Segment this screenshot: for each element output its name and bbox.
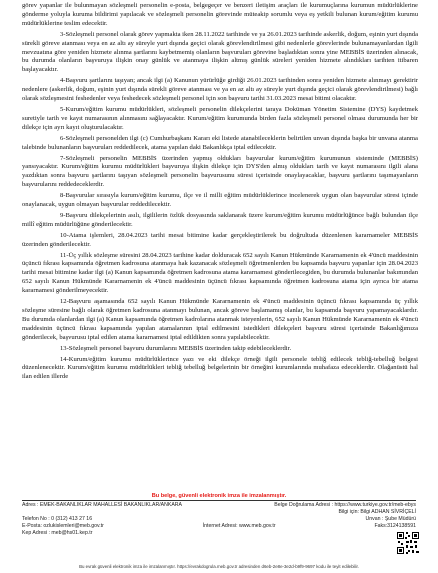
document-footer	[22, 502, 416, 537]
kep-address-text: Kep Adresi : meb@hs01.kep.tr	[22, 530, 93, 536]
email-link[interactable]: E-Posta: ozlukislemleri@meb.gov.tr	[22, 523, 104, 529]
paragraph: görev yapanlar ile bulunmayan sözleşmeli personelin e-posta, belgegeçer ve benzeri iletişim araçları ile kurumuçlarına kurumun müdürlüklerine gönderme yoluyla kuruma bildirimi yapılacak ve sözleşmeli personelin görevinde müteakip sorumlu veya eş yetkili bulunan kurum/eğitim kurumu müdürlüklerine teslim edecektir.	[22, 2, 418, 27]
document-body	[22, 2, 418, 384]
fax-text: Faks:3124138591	[374, 523, 416, 529]
signature-note: Bu belge, güvenli elektronik imza ile imzalanmıştır.	[151, 493, 287, 499]
paragraph: 14-Kurum/eğitim kurumu müdürlüklerince yazı ve eki dilekçe örneği ilgili personele tebliğ edilecek tebliğ-tebelluğ belgesi düzenlenecektir. Kurum/eğitim kurumu müdürlükleri tebliğ tebelluğ belgelerinin bir örneğini kurumlarında muhafaza edeceklerdir. Olağanüstü hal ilan edilen illerde	[22, 355, 418, 381]
address-text: Adres : EMEK-BAKANLIKLAR MAHALLESİ BAKANLIKLAR/ANKARA	[22, 502, 183, 508]
paragraph: 6-Sözleşmeli personelden ilgi (c) Cumhurbaşkanı Kararı eki listede atanabileceklerin belirtilen unvan dışında başka bir unvana atanma talebinde bulunanların başvuruları reddedilecek, atama yapılan daki Bakanlıkça iptal edilecektir.	[22, 134, 418, 151]
footer-row	[22, 530, 416, 537]
paragraph: 3-Sözleşmeli personel olarak görev yapmakta iken 28.11.2022 tarihinde ve ya 26.01.2023 tarihinde askerlik, doğum, eşinin yurt dışında sürekli göreve atanması veya en az altı ay süreyle yurt dışında geçici olarak görevlendirilmesi gibi nedenlerle görevlerinde bulunamayanlardan ilgili mevzuatına göre yeniden hizmete alınma şartlarını kaybetmemiş olanların başvuruları görevine başladıktan sonra yine MEBBİS üzerinden alınacak, bu durumda olanların başvuruya ilişkin onay günlük ve atanmaya ilişkin altmış günlük süreleri yeniden hizmete alındıkları tarihten itibaren başlayacaktır.	[22, 30, 418, 74]
footer-divider	[22, 500, 416, 501]
paragraph: 9-Başvuru dilekçelerinin asılı, ilgililerin özlük dosyasında saklanarak üzere kurum/eğitim kurumu müdürlüğünce bağlı bulundan ilçe millî eğitim müdürlüğüne gönderilecektir.	[22, 211, 418, 228]
paragraph: 10-Atama işlemleri, 28.04.2023 tarihi mesai bitimine kadar gerçekleştirilerek bu doğrultuda düzenlenen kararnameler MEBBİS üzerinden gönderilecektir.	[22, 231, 418, 248]
paragraph: 13-Sözleşmeli personel başvuru durumlarını MEBBİS üzerinden takip edebileceklerdir.	[60, 344, 292, 352]
paragraph: 5-Kurum/eğitim kurumu müdürlükleri, sözleşmeli personelin dilekçelerini taraya Doküman Yönetim Sistemine (DYS) kaydetmek suretiyle tarih ve kayıt numarasının alınmasını sağlayacaktır. Kurum/eğitim kurumunda birden fazla sözleşmeli personel olması durumunda her bir dilekçe için ayrı kayıt oluşturulacaktır.	[22, 105, 418, 131]
verification-line: Bu evrak güvenli elektronik imza ile imzalanmıştır. https://evrakdogrula.meb.gov.tr adresinden d6eb-2e8e-3e2d-b9f9-9697 kodu ile teyit edilebilir.	[79, 564, 359, 569]
paragraph: 7-Sözleşmeli personelin MEBBİS üzerinden yapmış oldukları başvurular kurum/eğitim kurumunun sisteminde (MEBBİS) yansıyacaktır. Kurum/eğitim kurumu müdürlükleri başvuruya ilişkin dilekçe için DYS'den almış oldukları tarih ve kayıt numarasını ilgili alana yazdıktan sonra başvuru şartlarını taşıyan sözleşmeli personelin başvurusunu süresi içerisinde onaylayacaklar, başvuru şartlarını taşımayanların başvurularını reddedeceklerdir.	[22, 154, 418, 189]
website-link[interactable]: İnternet Adresi: www.meb.gov.tr	[202, 523, 276, 529]
footer-row	[22, 523, 416, 530]
footer-row	[22, 502, 416, 509]
qr-code-icon	[396, 531, 420, 555]
title-text: Unvan : Şube Müdürü	[365, 516, 416, 522]
paragraph: 11-Üç yıllık sözleşme süresini 28.04.2023 tarihine kadar dolduracak 652 sayılı Kanun Hükmünde Kararnamenin ek 4'üncü maddesinin üçüncü fıkrası kapsamında öğretmen kadrosuna atanmaya hak kazanacak sözleşmeli öğretmenlerden bu kapsamda başvuru yapanlar için 28.04.2023 tarihi mesai bitimine kadar ilgi (a) Kanun kapsamında öğretmen kadrosuna atama kararnamesi gönderilecegiden, bu durumda bulunanlar bakımından 652 sayılı Kanun Hükmünde Kararnamenin ek 4'üncü maddesinin üçüncü fıkrası kapsamında öğretmen kadrosuna atama için ayrıca bir atama kararnamesi gönderilmeyecektir.	[22, 251, 418, 295]
paragraph: 4-Başvuru şartlarını taşıyan; ancak ilgi (a) Kanunun yürürlüğe girdiği 26.01.2023 tarihinden sonra yeniden hizmete alınmayı gerektirir nedenlere (askerlik, doğum, eşinin yurt dışında sürekli göreve atanması ve ya en az altı ay süreyle yurt dışında geçici olarak görevlendirilmesi) bağlı olarak sözleşmesini feshedenler veya feshedecek sözleşmeli personel için son başvuru tarihi 31.03.2023 mesai bitimi olacaktır.	[22, 77, 418, 103]
paragraph: 8-Başvurular sırasıyla kurum/eğitim kurumu, ilçe ve il milli eğitim müdürlüklerince incelenerek uygun olan başvurular süresi içinde onaylanacak, uygun olmayan başvurular reddedilecektir.	[22, 192, 418, 209]
phone-text: Telefon No : 0 (312) 413 27 16	[22, 516, 93, 522]
contact-person-text: Bilgi için: Bilgi ADHAN SİVRİÇELİ	[338, 509, 416, 515]
verification-address-link[interactable]: Belge Doğrulama Adresi : https://www.turkiye.gov.tr/meb-ebys	[274, 502, 416, 508]
footer-row	[22, 509, 416, 516]
footer-row	[22, 516, 416, 523]
paragraph: 12-Başvuru aşamasında 652 sayılı Kanun Hükmünde Kararnamenin ek 4'üncü maddesinin üçüncü fıkrası kapsamında üç yıllık sözleşme süresine bağlı olarak öğretmen kadrosuna atanmayı bulunan, ancak göreve başlamamış olanlar, bu kapsamda başvuru yapamayacaklardır. Bu durumda olanlardan ilgi (a) Kanun kapsamında öğretmen kadrolarına atanmak isteyenlerin, 652 sayılı Kanun Hükmünde Kararnamenin ek 4'üncü maddesinin üçüncü fıkrası kapsamında yapılan atamalarının iptal edilmesini istedikleri dilekçeleri başvuru süresi içerisinde Bakanlığımıza gönderilecek, başvurusu iptal edilen atama kararnamesi iptal edildikten sonra yapılabilecektir.	[22, 298, 418, 341]
